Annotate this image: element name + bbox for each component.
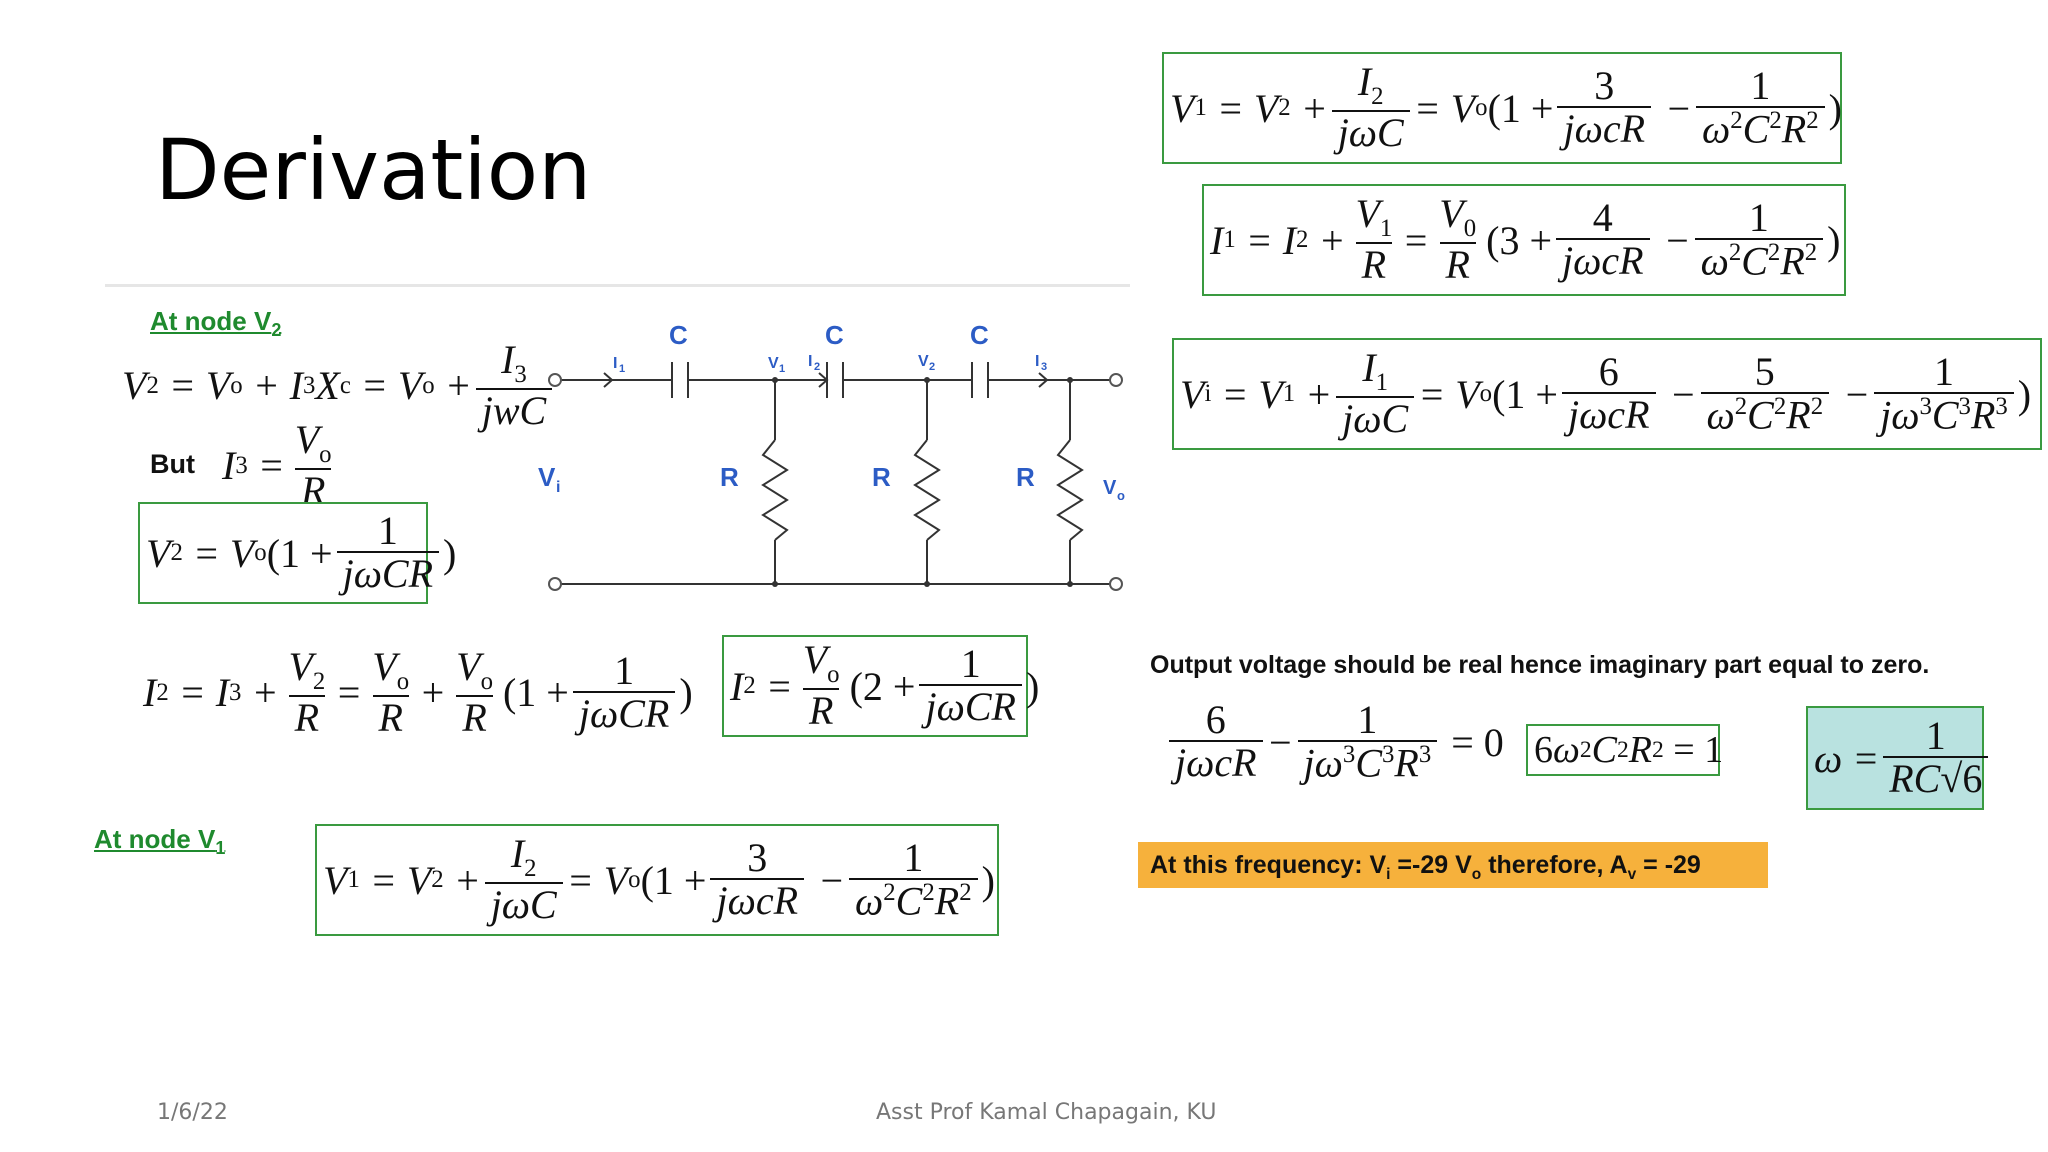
label-capacitor-3: C xyxy=(970,320,989,350)
label-v1: V xyxy=(768,355,779,372)
heading-node-v1 xyxy=(94,824,225,859)
note-freq-c: therefore, A xyxy=(1481,851,1628,879)
footer-date: 1/6/22 xyxy=(157,1100,228,1125)
page-title: Derivation xyxy=(155,121,592,219)
boxed-equation-i2: I 2 = $\frac{V_o}{R}$ (2 + $\frac{1}{\text{jωCR}}$ ) xyxy=(722,635,1028,737)
footer-author: Asst Prof Kamal Chapagain, KU xyxy=(876,1100,1217,1125)
title-divider xyxy=(105,284,1130,287)
equation-i3: I 3 = $\frac{V_o}{R}$ xyxy=(222,417,332,513)
boxed-equation-6w2c2r2: 6 ω 2 C 2 R 2 = 1 xyxy=(1526,724,1720,776)
rc-ladder-circuit xyxy=(540,310,1140,600)
label-resistor-1: R xyxy=(720,462,739,492)
label-vo-sub: o xyxy=(1117,488,1125,503)
label-capacitor-1: C xyxy=(669,320,688,350)
label-resistor-2: R xyxy=(872,462,891,492)
boxed-equation-v2: V 2 = V o (1 + $\frac{1}{\text{jωCR}}$ ) xyxy=(138,502,428,604)
note-freq-b: =-29 V xyxy=(1390,851,1472,879)
label-i3: I xyxy=(1035,353,1040,370)
label-i2: I xyxy=(808,353,813,370)
heading-node-v2-text: At node V xyxy=(150,306,272,336)
equation-v2-derivation: V 2 = V o + I 3 X c = V o + $\frac{I_3}{\text{jwC}}$ xyxy=(122,340,556,432)
note-freq-o: o xyxy=(1471,866,1482,883)
note-freq-i: i xyxy=(1386,866,1391,883)
label-vo: V xyxy=(1103,477,1117,499)
heading-node-v1-text: At node V xyxy=(94,824,216,854)
boxed-equation-v1-bottom: V 1 = V 2 + $\frac{I_2}{\text{jωC}}$ = V o (1 + $\frac{3}{\text{jωcR}}$ − $\frac{1}{\omega^2C^2R^2}$ ) xyxy=(315,824,999,936)
label-v2: V xyxy=(918,353,929,370)
boxed-equation-omega: ω = $\frac{1}{RC√6}$ xyxy=(1806,706,1984,810)
heading-node-v1-sub: 1 xyxy=(215,838,226,859)
note-freq-d: = -29 xyxy=(1636,851,1701,879)
label-capacitor-2: C xyxy=(825,320,844,350)
note-freq-v: v xyxy=(1627,866,1637,883)
heading-node-v2 xyxy=(150,306,281,341)
label-i3-sub: 3 xyxy=(1041,361,1048,373)
heading-node-v2-sub: 2 xyxy=(271,320,282,341)
boxed-equation-v1-top: V 1 = V 2 + $\frac{I_2}{\text{jωC}}$ = V o (1 + $\frac{3}{\text{jωcR}}$ − $\frac{1}{\omega^2C^2R^2}$ ) xyxy=(1162,52,1842,164)
note-real-output: Output voltage should be real hence imaginary part equal to zero. xyxy=(1150,651,1930,679)
equation-i2-derivation: I 2 = I 3 + $\frac{V_2}{R}$ = $\frac{V_o}{R}$ + $\frac{V_o}{R}$ (1 + $\frac{1}{\text{jωCR}}$ ) xyxy=(143,644,693,740)
label-i2-sub: 2 xyxy=(814,361,821,373)
label-resistor-3: R xyxy=(1016,462,1035,492)
note-freq-a: At this frequency: V xyxy=(1150,851,1387,879)
boxed-equation-i1: I 1 = I 2 + $\frac{V_1}{R}$ = $\frac{V_0}{R}$ (3 + $\frac{4}{\text{jωcR}}$ − $\frac{1}{\omega^2C^2R^2}$ ) xyxy=(1202,184,1846,296)
label-v2-sub: 2 xyxy=(929,361,936,373)
but-label: But xyxy=(150,449,195,479)
label-i1-sub: 1 xyxy=(619,363,626,375)
equation-imaginary-zero: $\frac{6}{\text{jωcR}}$ − $\frac{1}{j\omega^3C^3R^3}$ = 0 xyxy=(1165,700,1504,784)
label-v1-sub: 1 xyxy=(779,363,786,375)
label-i1: I xyxy=(613,355,618,372)
label-vi: V xyxy=(538,462,556,492)
boxed-equation-vi: V i = V 1 + $\frac{I_1}{\text{jωC}}$ = V o (1 + $\frac{6}{\text{jωcR}}$ − $\frac{5}{\omega^2C^2R^2}$ − $\frac{1}{j\omega^3C^3R^3}$ ) xyxy=(1172,338,2042,450)
note-frequency-highlight xyxy=(1138,842,1768,888)
label-vi-sub: i xyxy=(556,479,561,496)
